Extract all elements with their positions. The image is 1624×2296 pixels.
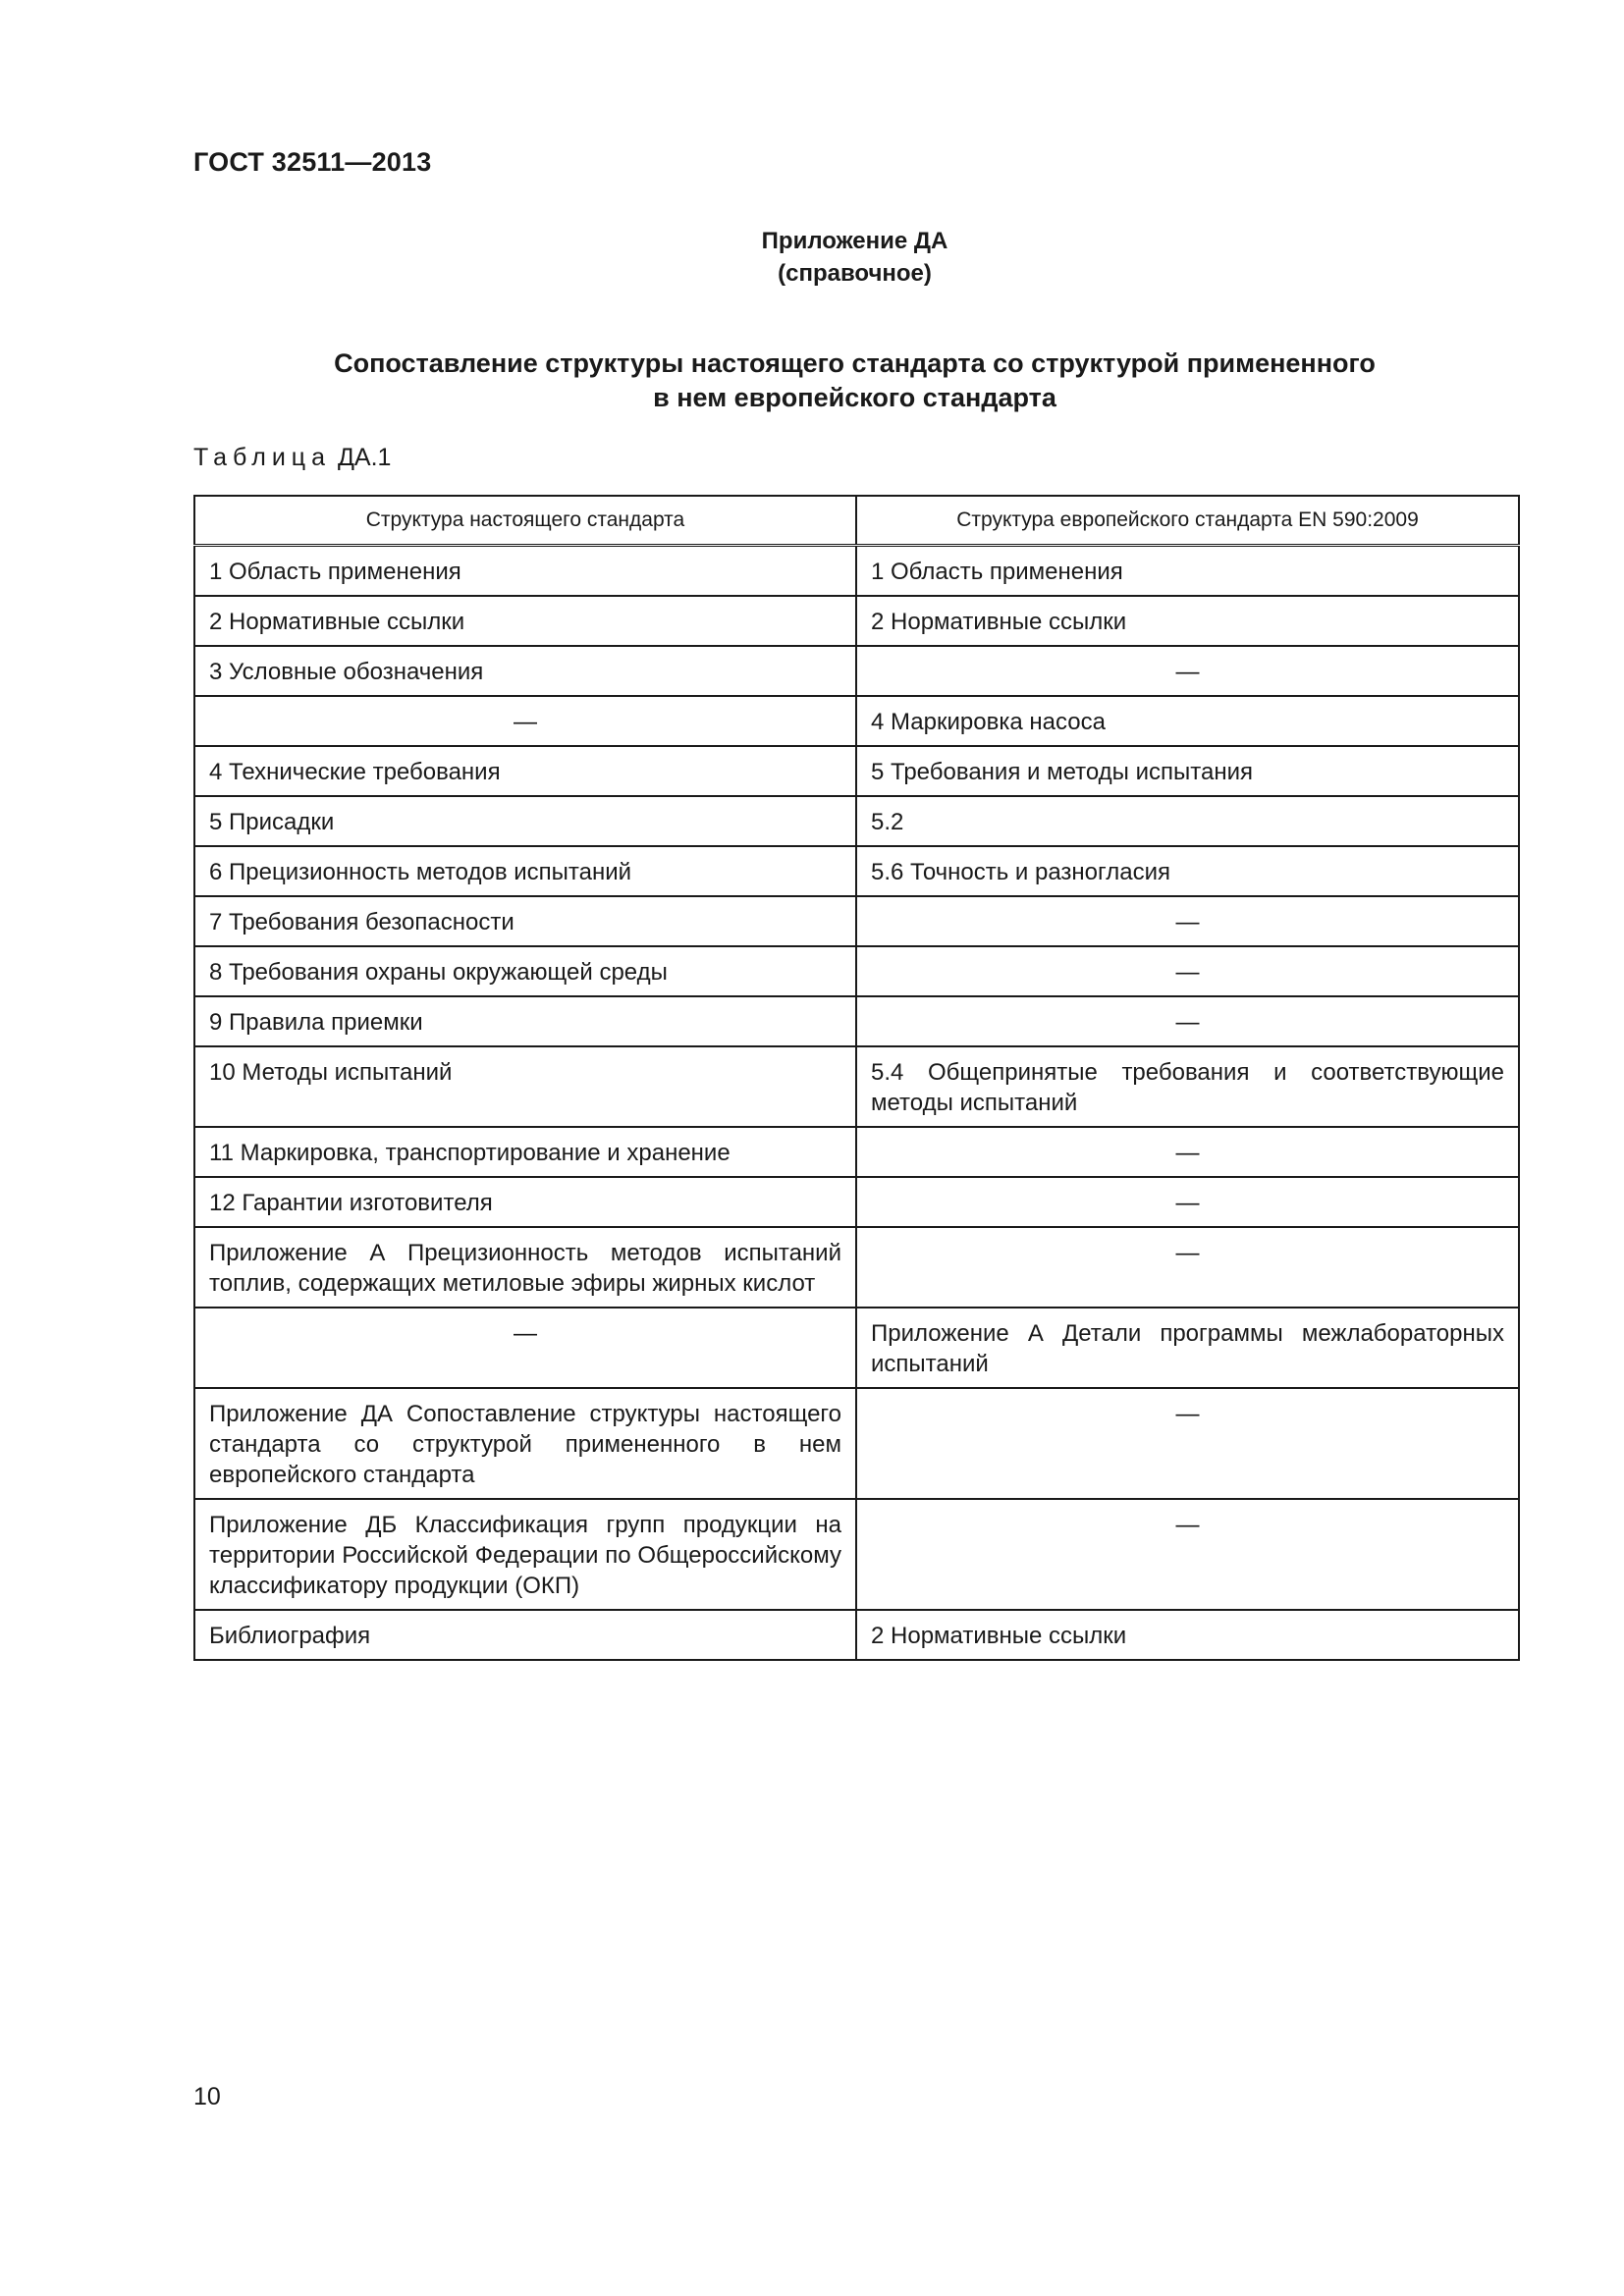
table-caption-word: Таблица: [193, 444, 332, 471]
table-row: [194, 1499, 1519, 1610]
page-number: 10: [193, 2083, 221, 2110]
gost-structure-cell: Приложение ДА Сопоставление структуры настоящего стандарта со структурой примененного в нем европейского стандарта: [194, 1388, 856, 1499]
table-caption: [193, 444, 391, 472]
gost-structure-cell: Приложение ДБ Классификация групп продукции на территории Российской Федерации по Общероссийскому классификатору продукции (ОКП): [194, 1499, 856, 1610]
gost-structure-cell: 2 Нормативные ссылки: [194, 596, 856, 646]
table-row: [194, 596, 1519, 646]
en-structure-cell: 1 Область применения: [856, 546, 1519, 597]
en-structure-cell: —: [856, 996, 1519, 1046]
en-structure-cell: —: [856, 1388, 1519, 1499]
table-row: [194, 896, 1519, 946]
en-structure-cell: 5.6 Точность и разногласия: [856, 846, 1519, 896]
table-row: [194, 1308, 1519, 1388]
en-structure-cell: —: [856, 1227, 1519, 1308]
table-row: [194, 1610, 1519, 1660]
en-structure-cell: —: [856, 1127, 1519, 1177]
en-structure-cell: —: [856, 946, 1519, 996]
document-code: ГОСТ 32511—2013: [193, 147, 432, 177]
gost-structure-cell: 11 Маркировка, транспортирование и хранение: [194, 1127, 856, 1177]
appendix-title-line-1: Сопоставление структуры настоящего стандарта со структурой примененного: [334, 348, 1376, 378]
gost-structure-cell: Библиография: [194, 1610, 856, 1660]
table-row: [194, 546, 1519, 597]
table-row: [194, 1388, 1519, 1499]
gost-structure-cell: 5 Присадки: [194, 796, 856, 846]
en-structure-cell: —: [856, 646, 1519, 696]
table-header-row: [194, 496, 1519, 546]
gost-structure-cell: 8 Требования охраны окружающей среды: [194, 946, 856, 996]
gost-structure-cell: 3 Условные обозначения: [194, 646, 856, 696]
en-structure-cell: —: [856, 1499, 1519, 1610]
en-structure-cell: 4 Маркировка насоса: [856, 696, 1519, 746]
gost-structure-cell: 1 Область применения: [194, 546, 856, 597]
en-structure-cell: 5.2: [856, 796, 1519, 846]
structure-comparison-table: [193, 495, 1520, 1661]
en-structure-cell: —: [856, 1177, 1519, 1227]
appendix-title-line-2: в нем европейского стандарта: [653, 383, 1056, 412]
table-row: [194, 646, 1519, 696]
gost-structure-cell: 6 Прецизионность методов испытаний: [194, 846, 856, 896]
gost-structure-cell: —: [194, 696, 856, 746]
gost-structure-cell: 4 Технические требования: [194, 746, 856, 796]
column-header-gost: Структура настоящего стандарта: [194, 496, 856, 546]
appendix-heading: [193, 225, 1516, 290]
table-body: [194, 546, 1519, 1661]
gost-structure-cell: 7 Требования безопасности: [194, 896, 856, 946]
column-header-en: Структура европейского стандарта EN 590:2009: [856, 496, 1519, 546]
table-row: [194, 1127, 1519, 1177]
en-structure-cell: —: [856, 896, 1519, 946]
en-structure-cell: 5.4 Общепринятые требования и соответствующие методы испытаний: [856, 1046, 1519, 1127]
table-row: [194, 746, 1519, 796]
table-row: [194, 696, 1519, 746]
gost-structure-cell: Приложение А Прецизионность методов испытаний топлив, содержащих метиловые эфиры жирных кислот: [194, 1227, 856, 1308]
table-row: [194, 1227, 1519, 1308]
table-row: [194, 1177, 1519, 1227]
appendix-type: (справочное): [778, 260, 932, 287]
gost-structure-cell: 9 Правила приемки: [194, 996, 856, 1046]
table-caption-number: ДА.1: [337, 444, 392, 471]
en-structure-cell: 2 Нормативные ссылки: [856, 596, 1519, 646]
gost-structure-cell: —: [194, 1308, 856, 1388]
en-structure-cell: 2 Нормативные ссылки: [856, 1610, 1519, 1660]
table-row: [194, 846, 1519, 896]
appendix-title: [193, 347, 1516, 415]
gost-structure-cell: 12 Гарантии изготовителя: [194, 1177, 856, 1227]
table-row: [194, 796, 1519, 846]
gost-structure-cell: 10 Методы испытаний: [194, 1046, 856, 1127]
table-row: [194, 946, 1519, 996]
table-row: [194, 996, 1519, 1046]
en-structure-cell: 5 Требования и методы испытания: [856, 746, 1519, 796]
appendix-label: Приложение ДА: [761, 228, 948, 254]
en-structure-cell: Приложение А Детали программы межлабораторных испытаний: [856, 1308, 1519, 1388]
table-row: [194, 1046, 1519, 1127]
